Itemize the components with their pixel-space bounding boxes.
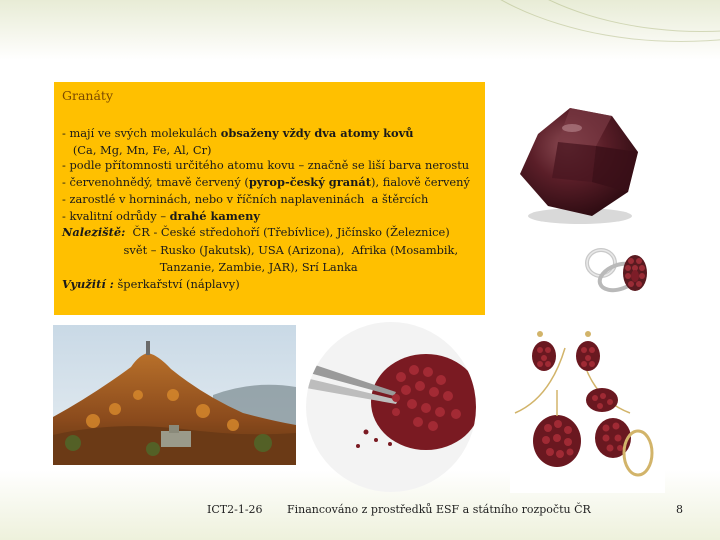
garnet-crystal-photo: [500, 94, 650, 230]
slide-title: Granáty: [62, 88, 114, 103]
text-segment: - kvalitní odrůdy –: [62, 209, 170, 223]
text-segment: - mají ve svých molekulách: [62, 126, 221, 140]
text-segment: Tanzanie, Zambie, JAR), Srí Lanka: [62, 260, 358, 274]
text-segment: - zarostlé v horninách, nebo v říčních naplaveninách a štěrcích: [62, 192, 429, 206]
text-segment: svět – Rusko (Jakutsk), USA (Arizona), Afrika (Mosambik,: [62, 243, 459, 257]
garnet-jewelry-photo: [510, 318, 665, 493]
garnet-tweezers-photo: [306, 322, 476, 492]
text-line-l2: [62, 143, 211, 157]
content-textbox: [54, 82, 485, 315]
emphasized-text: Naleziště:: [62, 225, 126, 239]
text-line-l5: [62, 192, 428, 206]
text-line-l1: [62, 126, 414, 140]
emphasized-text: pyrop-český granát: [248, 175, 372, 189]
text-segment: (Ca, Mg, Mn, Fe, Al, Cr): [62, 143, 212, 157]
footer-code: ICT2-1-26: [207, 503, 263, 516]
text-line-l7: [62, 225, 450, 239]
text-segment: ČR - České středohoří (Třebívlice), Jičínsko (Železnice): [125, 225, 450, 239]
text-line-l4: [62, 175, 470, 189]
page-number: 8: [676, 503, 683, 516]
text-line-l3: [62, 158, 469, 172]
emphasized-text: Využití :: [62, 277, 114, 291]
emphasized-text: obsaženy vždy dva atomy kovů: [220, 126, 414, 140]
garnet-rings-photo: [583, 237, 663, 307]
text-line-l8: [62, 243, 458, 257]
footer-funding-note: Financováno z prostředků ESF a státního rozpočtu ČR: [287, 503, 591, 516]
text-line-l6: [62, 209, 260, 223]
text-segment: ), fialově červený: [371, 175, 470, 189]
text-segment: - červenohnědý, tmavě červený (: [62, 175, 249, 189]
text-segment: šperkařství (náplavy): [113, 277, 240, 291]
text-line-l9: [62, 260, 358, 274]
emphasized-text: drahé kameny: [169, 209, 260, 223]
hill-landscape-photo: [53, 325, 296, 465]
text-line-l10: [62, 277, 240, 291]
text-segment: - podle přítomnosti určitého atomu kovu – značně se liší barva nerostu: [62, 158, 470, 172]
